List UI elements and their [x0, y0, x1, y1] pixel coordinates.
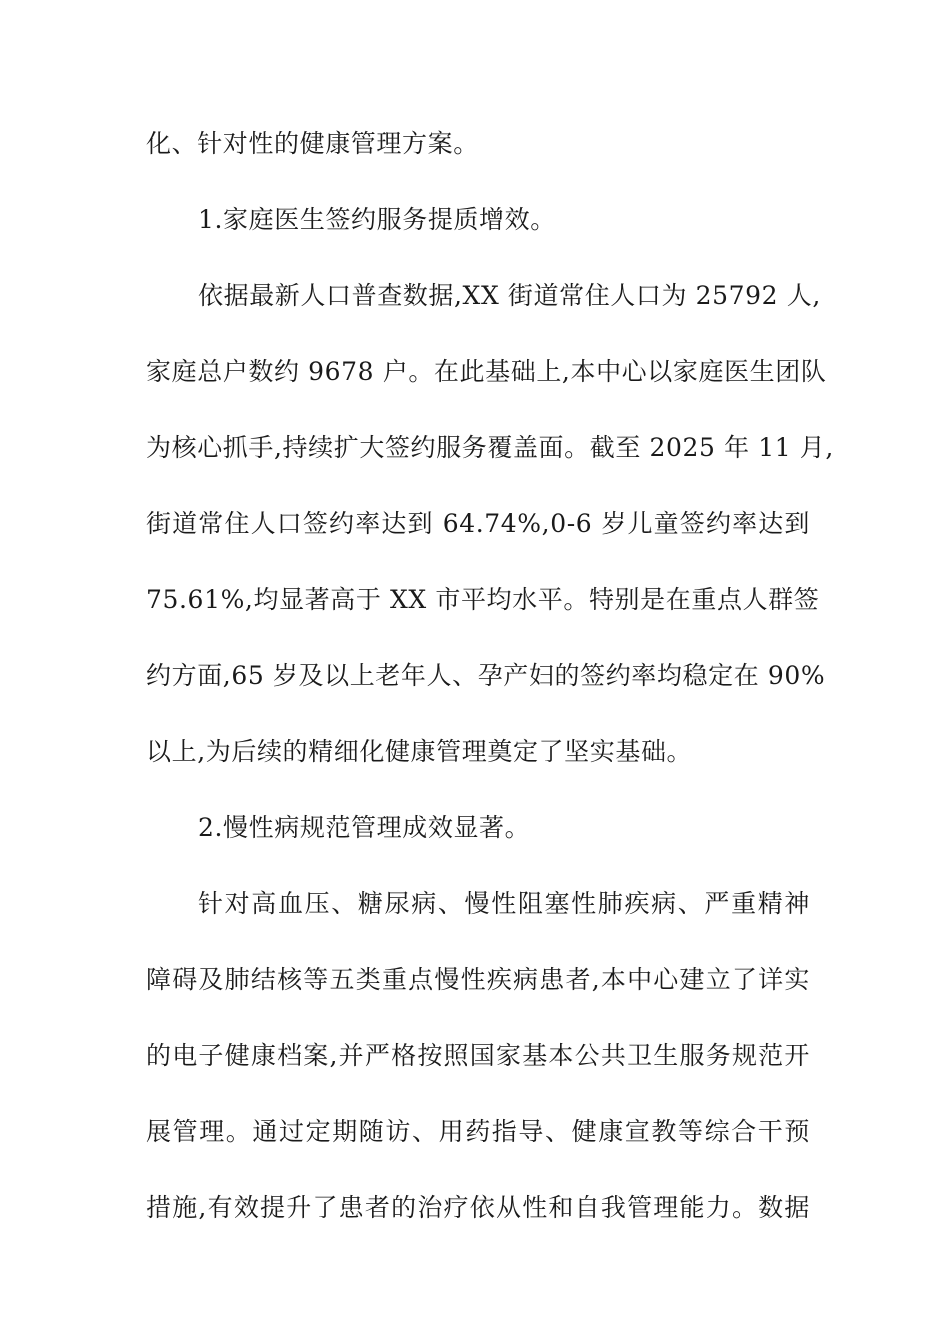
- paragraph-line: 展管理。通过定期随访、用药指导、健康宣教等综合干预: [146, 1117, 810, 1146]
- section-heading-family-doctor: 1.家庭医生签约服务提质增效。: [198, 205, 556, 234]
- paragraph-line: 的电子健康档案,并严格按照国家基本公共卫生服务规范开: [146, 1041, 810, 1070]
- paragraph-line: 措施,有效提升了患者的治疗依从性和自我管理能力。数据: [146, 1193, 810, 1222]
- paragraph-line: 家庭总户数约 9678 户。在此基础上,本中心以家庭医生团队: [146, 357, 827, 386]
- paragraph-line: 街道常住人口签约率达到 64.74%,0-6 岁儿童签约率达到: [146, 509, 810, 538]
- document-body: [146, 118, 834, 1258]
- paragraph-line: 75.61%,均显著高于 XX 市平均水平。特别是在重点人群签: [146, 585, 820, 614]
- paragraph-line: 化、针对性的健康管理方案。: [146, 129, 479, 158]
- paragraph-line: 以上,为后续的精细化健康管理奠定了坚实基础。: [146, 737, 693, 766]
- section-heading-chronic-disease: 2.慢性病规范管理成效显著。: [198, 813, 531, 842]
- paragraph-line: 依据最新人口普查数据,XX 街道常住人口为 25792 人,: [198, 281, 821, 310]
- paragraph-line: 为核心抓手,持续扩大签约服务覆盖面。截至 2025 年 11 月,: [146, 433, 834, 462]
- paragraph-line: 障碍及肺结核等五类重点慢性疾病患者,本中心建立了详实: [146, 965, 810, 994]
- paragraph-line: 针对高血压、糖尿病、慢性阻塞性肺疾病、严重精神: [198, 889, 810, 918]
- paragraph-line: 约方面,65 岁及以上老年人、孕产妇的签约率均稳定在 90%: [146, 661, 826, 690]
